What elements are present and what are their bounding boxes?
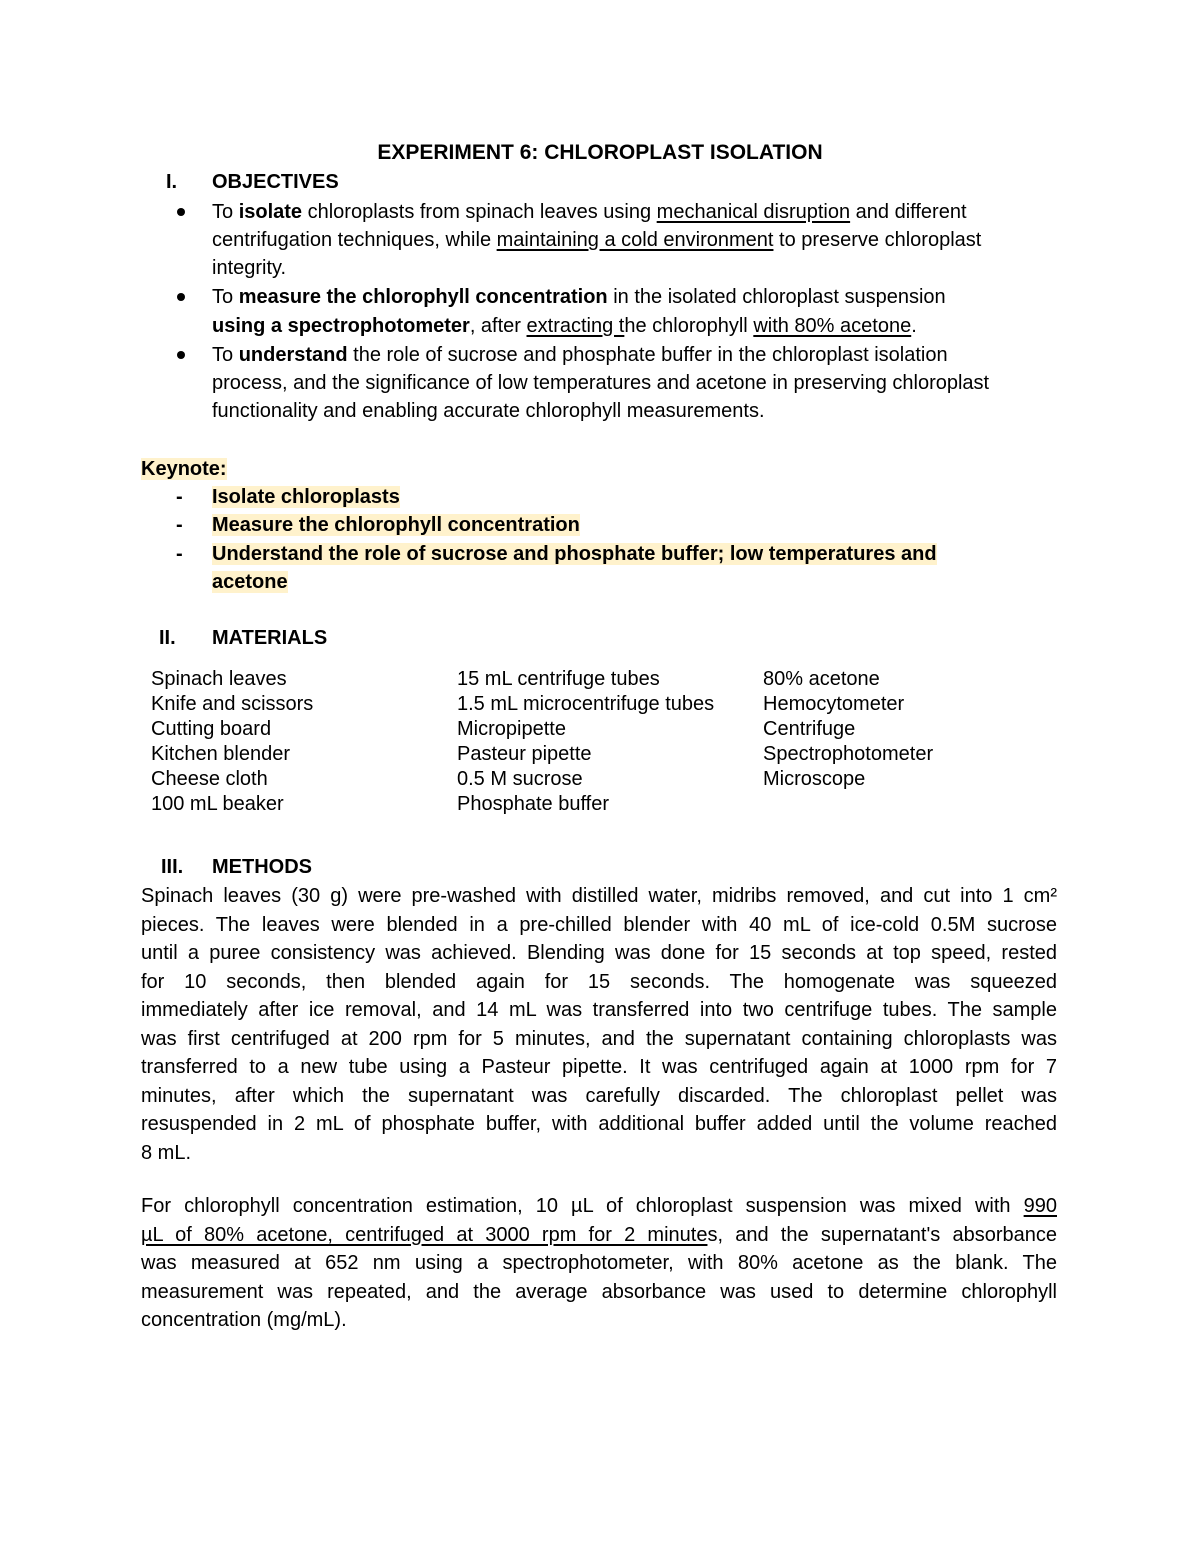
paragraph-line: µL of 80% acetone, centrifuged at 3000 rpm for 2 minutes, and the supernatant's absorbance — [141, 1223, 1057, 1246]
bullet-dot-icon — [177, 293, 185, 301]
material-item: Spectrophotometer — [763, 743, 934, 765]
paragraph-line: immediately after ice removal, and 14 mL was transferred into two centrifuge tubes. The sample — [141, 999, 1057, 1021]
section-heading-methods: METHODS — [212, 856, 312, 878]
methods-paragraph-1 — [141, 882, 1057, 1167]
material-item: Spinach leaves — [151, 668, 287, 690]
objective-3-line-1: To understand the role of sucrose and phosphate buffer in the chloroplast isolation — [212, 344, 948, 366]
objective-3-line-3: functionality and enabling accurate chlorophyll measurements. — [212, 400, 765, 422]
objective-1-line-3: integrity. — [212, 257, 287, 279]
keynote-dash: - — [176, 543, 183, 565]
material-item: 15 mL centrifuge tubes — [457, 668, 660, 690]
material-item: Knife and scissors — [151, 693, 314, 715]
page-title: EXPERIMENT 6: CHLOROPLAST ISOLATION — [377, 141, 823, 164]
material-item: Hemocytometer — [763, 693, 905, 715]
material-item: Microscope — [763, 768, 866, 790]
objective-1-line-2: centrifugation techniques, while maintaining a cold environment to preserve chloroplast — [212, 229, 982, 251]
keynote-item: Measure the chlorophyll concentration — [212, 514, 580, 536]
material-item: Phosphate buffer — [457, 793, 609, 815]
materials-column-1 — [151, 667, 313, 817]
objective-2-line-1: To measure the chlorophyll concentration in the isolated chloroplast suspension — [212, 286, 946, 308]
methods-paragraph-2 — [141, 1192, 1057, 1335]
paragraph-line: concentration (mg/mL). — [141, 1309, 347, 1331]
section-heading-materials: MATERIALS — [212, 627, 328, 649]
objective-1-line-1: To isolate chloroplasts from spinach leaves using mechanical disruption and different — [212, 201, 967, 223]
material-item: 0.5 M sucrose — [457, 768, 583, 790]
objective-3-line-2: process, and the significance of low temperatures and acetone in preserving chloroplast — [212, 372, 990, 394]
material-item: Centrifuge — [763, 718, 856, 740]
keynote-dash: - — [176, 486, 183, 508]
paragraph-line: for 10 seconds, then blended again for 15 seconds. The homogenate was squeezed — [141, 970, 1057, 993]
material-item: Cutting board — [151, 718, 272, 740]
bullet-dot-icon — [177, 208, 185, 216]
paragraph-line: until a puree consistency was achieved. Blending was done for 15 seconds at top speed, rested — [141, 942, 1057, 964]
material-item: 100 mL beaker — [151, 793, 284, 815]
material-item: 80% acetone — [763, 668, 880, 690]
paragraph-line: was measured at 652 nm using a spectrophotometer, with 80% acetone as the blank. The — [141, 1252, 1057, 1274]
material-item: Cheese cloth — [151, 768, 268, 790]
paragraph-line: transferred to a new tube using a Pasteur pipette. It was centrifuged again at 1000 rpm for 7 — [141, 1056, 1057, 1078]
paragraph-line: 8 mL. — [141, 1141, 192, 1164]
materials-column-3 — [763, 667, 933, 792]
section-heading-objectives: OBJECTIVES — [212, 171, 339, 193]
keynote-label: Keynote: — [141, 458, 227, 480]
section-number-objectives: I. — [166, 171, 178, 193]
material-item: Kitchen blender — [151, 743, 290, 765]
section-number-methods: III. — [161, 856, 184, 878]
paragraph-line: pieces. The leaves were blended in a pre-chilled blender with 40 mL of ice-cold 0.5M sucrose — [141, 913, 1057, 936]
paragraph-line: minutes, after which the supernatant was carefully discarded. The chloroplast pellet was — [141, 1084, 1057, 1107]
keynote-dash: - — [176, 514, 183, 536]
paragraph-line: measurement was repeated, and the average absorbance was used to determine chlorophyll — [141, 1280, 1057, 1303]
keynote-item-continued: acetone — [212, 571, 288, 593]
keynote-item: Understand the role of sucrose and phosphate buffer; low temperatures and — [212, 543, 937, 565]
paragraph-line: was first centrifuged at 200 rpm for 5 minutes, and the supernatant containing chloroplasts was — [141, 1027, 1057, 1050]
paragraph-line: For chlorophyll concentration estimation, 10 µL of chloroplast suspension was mixed with 990 — [141, 1195, 1057, 1217]
paragraph-line: resuspended in 2 mL of phosphate buffer, with additional buffer added until the volume reached — [141, 1113, 1057, 1135]
material-item: Micropipette — [457, 718, 566, 740]
bullet-dot-icon — [177, 351, 185, 359]
objective-2-line-2: using a spectrophotometer, after extracting the chlorophyll with 80% acetone. — [212, 315, 917, 337]
material-item: Pasteur pipette — [457, 743, 592, 765]
keynote-item: Isolate chloroplasts — [212, 486, 400, 508]
section-number-materials: II. — [159, 627, 176, 649]
materials-column-2 — [457, 667, 714, 817]
paragraph-line: Spinach leaves (30 g) were pre-washed with distilled water, midribs removed, and cut into 1 cm² — [141, 885, 1057, 907]
material-item: 1.5 mL microcentrifuge tubes — [457, 693, 715, 715]
